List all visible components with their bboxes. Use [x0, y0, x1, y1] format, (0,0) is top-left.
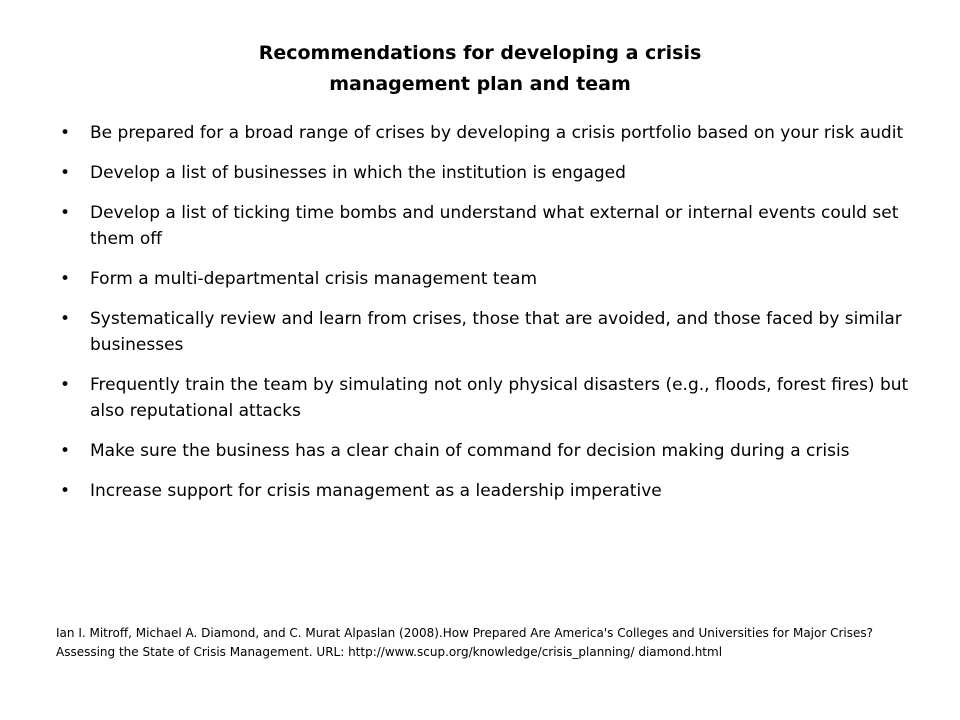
bullet-icon: • — [60, 163, 71, 183]
bullet-icon: • — [60, 481, 71, 501]
slide-title-line-1: Recommendations for developing a crisis — [258, 42, 702, 64]
bullet-icon: • — [60, 375, 71, 395]
bullet-item — [56, 438, 916, 464]
bullet-text: Be prepared for a broad range of crises by developing a crisis portfolio based on your risk audit — [90, 123, 904, 143]
bullet-icon: • — [60, 203, 71, 223]
bullet-item — [56, 266, 916, 292]
bullet-item — [56, 478, 916, 504]
bullet-icon: • — [60, 123, 71, 143]
bullet-icon: • — [60, 309, 71, 329]
bullet-item — [56, 306, 916, 358]
bullet-item — [56, 200, 916, 252]
bullet-text: Develop a list of businesses in which the institution is engaged — [90, 163, 626, 183]
bullet-text: Increase support for crisis management as a leadership imperative — [90, 481, 662, 501]
bullet-item — [56, 372, 916, 424]
bullet-text: Develop a list of ticking time bombs and understand what external or internal events could set them off — [90, 203, 899, 249]
bullet-item — [56, 120, 916, 146]
bullet-text: Systematically review and learn from crises, those that are avoided, and those faced by similar businesses — [90, 309, 902, 355]
citation: Ian I. Mitroff, Michael A. Diamond, and C. Murat Alpaslan (2008).How Prepared Are America's Colleges and Universities for Major Crises? Assessing the State of Crisis Management. URL: http://www.scup.org/knowledge/crisis_planning/ diamond.html — [56, 626, 874, 659]
bullet-text: Form a multi-departmental crisis management team — [90, 269, 538, 289]
slide-title — [150, 38, 810, 100]
bullet-icon: • — [60, 441, 71, 461]
bullet-icon: • — [60, 269, 71, 289]
slide-title-line-2: management plan and team — [329, 73, 631, 95]
bullet-item — [56, 160, 916, 186]
bullet-text: Make sure the business has a clear chain of command for decision making during a crisis — [90, 441, 850, 461]
bullet-list — [56, 120, 916, 518]
bullet-text: Frequently train the team by simulating not only physical disasters (e.g., floods, forest fires) but also reputational attacks — [90, 375, 909, 421]
